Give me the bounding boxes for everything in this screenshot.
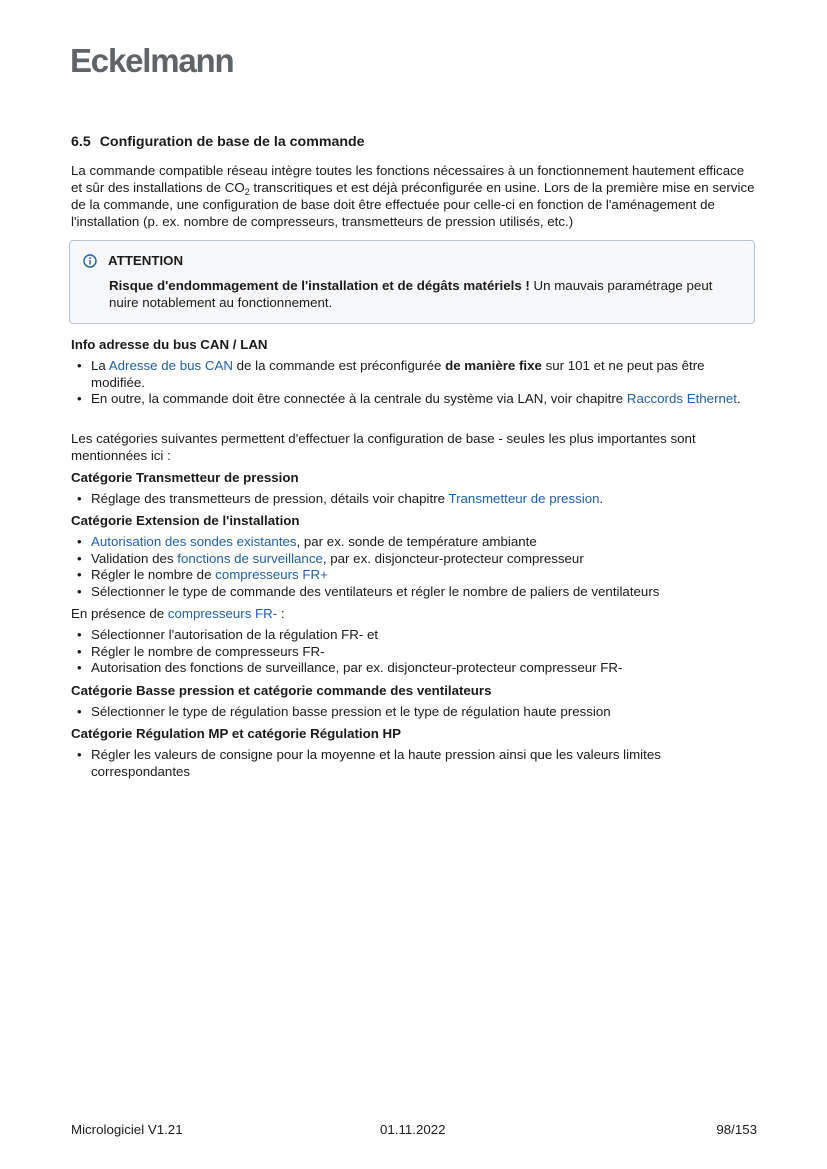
text: En présence de [71, 606, 168, 621]
fr-minus-list [71, 627, 757, 677]
list-item: • Sélectionner l'autorisation de la régulation FR- et [71, 627, 757, 644]
text: Validation des [91, 550, 178, 566]
link-pressure-transmitter[interactable]: Transmetteur de pression [448, 490, 600, 506]
callout-title: ATTENTION [108, 253, 184, 268]
text: , par ex. sonde de température ambiante [296, 534, 537, 549]
intro-paragraph [71, 162, 757, 230]
text: En outre, la commande doit être connectée à la centrale du système via LAN, voir chapitre [91, 391, 627, 406]
section-title: Configuration de base de la commande [99, 134, 365, 150]
categories-intro: Les catégories suivantes permettent d'effectuer la configuration de base - seules les plus importantes sont mentionnées ici : [71, 430, 696, 463]
section-number: 6.5 [71, 134, 91, 150]
list-item [71, 491, 757, 508]
list-item [71, 551, 757, 568]
cat-regulation-heading: Catégorie Régulation MP et catégorie Régulation HP [71, 726, 402, 741]
list-item: • Sélectionner le type de commande des ventilateurs et régler le nombre de paliers de ventilateurs [71, 584, 757, 601]
footer-firmware-version: Micrologiciel V1.21 [71, 1122, 183, 1137]
cat-extension-list [71, 534, 757, 600]
fr-minus-intro [71, 605, 757, 622]
link-compressors-fr-plus[interactable]: compresseurs FR+ [215, 567, 328, 582]
callout-warning-text: Un mauvais paramétrage peut nuire notablement au fonctionnement. [109, 278, 713, 310]
text: . [599, 490, 604, 506]
list-item [71, 567, 757, 584]
co2-subscript: 2 [244, 187, 250, 197]
text: : [277, 606, 285, 621]
text: . [736, 391, 741, 406]
page-content [71, 134, 757, 780]
link-can-bus-address[interactable]: Adresse de bus CAN [108, 358, 233, 373]
link-monitoring-functions[interactable]: fonctions de surveillance [177, 550, 323, 566]
text: sur 101 et ne peut pas être modifiée. [91, 358, 705, 390]
text: Réglage des transmetteurs de pression, détails voir chapitre [91, 490, 449, 506]
text: La [91, 358, 109, 373]
list-item [71, 358, 757, 391]
section-heading [71, 134, 757, 150]
cat-low-pressure-heading: Catégorie Basse pression et catégorie commande des ventilateurs [71, 682, 492, 698]
intro-text-2: transcritiques et est déjà préconfigurée en usine. Lors de la première mise en service de la commande, une configuration de base doit être effectuée pour celle-ci en fonction de l'aménagement de l'installation (p. ex. nombre de compresseurs, transmetteurs de pression utilisés, etc.) [71, 180, 755, 229]
list-item [71, 534, 757, 551]
can-info-list [71, 358, 757, 408]
eckelmann-logo: Eckelmann [70, 42, 234, 79]
list-item: • Sélectionner le type de régulation basse pression et le type de régulation haute pression [71, 704, 757, 721]
list-item: • Autorisation des fonctions de surveillance, par ex. disjoncteur-protecteur compresseur FR- [71, 660, 757, 677]
list-item: • Régler les valeurs de consigne pour la moyenne et la haute pression ainsi que les valeurs limites correspondantes [71, 747, 757, 780]
list-item: • Régler le nombre de compresseurs FR- [71, 644, 757, 661]
cat-extension-heading: Catégorie Extension de l'installation [71, 513, 300, 528]
callout-warning-bold: Risque d'endommagement de l'installation et de dégâts matériels ! [109, 278, 530, 293]
text: , par ex. disjoncteur-protecteur compresseur [322, 550, 584, 566]
cat-transmitter-heading: Catégorie Transmetteur de pression [71, 469, 299, 485]
intro-text-1: La commande compatible réseau intègre toutes les fonctions nécessaires à un fonctionnement hautement efficace et sûr des installations de CO [71, 163, 745, 195]
list-item [71, 391, 757, 408]
link-existing-sensors[interactable]: Autorisation des sondes existantes [91, 534, 297, 549]
cat-low-pressure-list [71, 704, 757, 721]
link-ethernet-connections[interactable]: Raccords Ethernet [626, 391, 737, 406]
link-compressors-fr-minus[interactable]: compresseurs FR- [167, 606, 278, 621]
text: Régler le nombre de [91, 567, 216, 582]
footer-date: 01.11.2022 [380, 1122, 446, 1137]
cat-transmitter-list [71, 491, 757, 508]
can-info-heading: Info adresse du bus CAN / LAN [71, 337, 268, 352]
callout-body [109, 277, 742, 311]
text: de la commande est préconfigurée [232, 358, 446, 373]
cat-regulation-list [71, 747, 757, 780]
bold-text: de manière fixe [445, 358, 542, 373]
footer-page-number: 98/153 [716, 1122, 757, 1137]
attention-callout [69, 240, 755, 324]
info-circle-icon [83, 254, 97, 268]
